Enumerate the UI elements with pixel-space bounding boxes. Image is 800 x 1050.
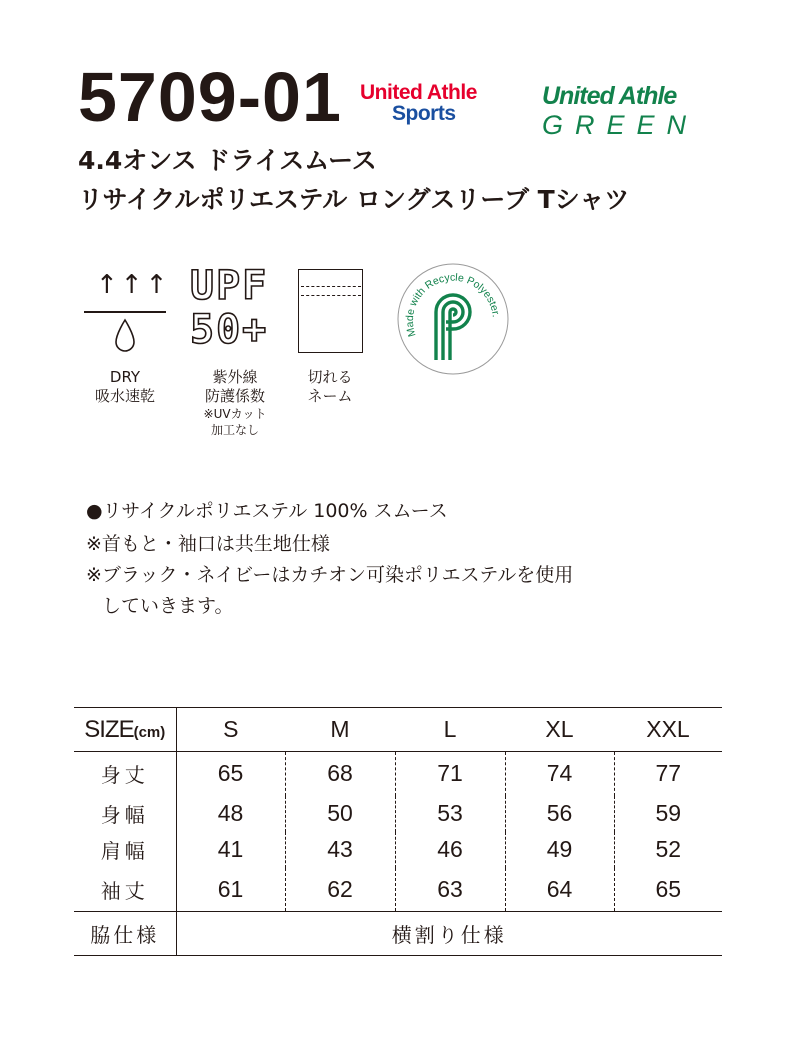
- table-cell: 56: [505, 796, 614, 832]
- table-cell: 43: [285, 832, 395, 868]
- name-tag-label-line2: ネーム: [307, 387, 353, 405]
- table-cell: 65: [176, 752, 285, 796]
- upf-icon-line1: UPF: [190, 263, 269, 309]
- table-cell: 41: [176, 832, 285, 868]
- dry-label-line2: 吸水速乾: [94, 387, 155, 405]
- product-title-line2: リサイクルポリエステル ロングスリーブ Tシャツ: [78, 185, 630, 214]
- size-xl: XL: [545, 716, 574, 742]
- row-label: 身丈: [74, 752, 176, 796]
- table-row: [74, 868, 722, 912]
- tear-line: [301, 286, 361, 287]
- product-title-line1: 4.4オンス ドライスムース: [78, 146, 377, 175]
- water-drop-icon: [113, 318, 137, 354]
- table-row: [74, 832, 722, 868]
- upf-label-line2: 防護係数: [204, 387, 265, 405]
- name-tag-label-line1: 切れる: [307, 368, 353, 386]
- name-tag-label: [295, 368, 365, 406]
- size-l: L: [443, 716, 457, 742]
- united-athle-green-logo: [542, 84, 698, 139]
- brand1-line1: United Athle: [360, 81, 477, 104]
- table-cell: 64: [505, 868, 614, 912]
- table-cell: 46: [395, 832, 505, 868]
- side-spec-label: 脇仕様: [74, 912, 176, 956]
- recycle-polyester-icon: [396, 262, 510, 376]
- row-label: 袖丈: [74, 868, 176, 912]
- table-row: [74, 752, 722, 796]
- upf-note-line1: ※UVカット: [203, 407, 267, 421]
- note-cation-dyeable: ※ブラック・ネイビーはカチオン可染ポリエステルを使用: [86, 564, 574, 586]
- table-cell: 49: [505, 832, 614, 868]
- brand1-line2: Sports: [392, 102, 456, 125]
- table-row: [74, 796, 722, 832]
- size-label: SIZE(cm): [74, 708, 176, 752]
- arrows-up-icon: ↑↑↑: [96, 270, 171, 300]
- dry-label: [83, 368, 167, 406]
- size-xxl: XXL: [646, 716, 690, 742]
- name-tag-icon: [298, 269, 363, 353]
- upf-icon: [190, 264, 268, 352]
- note-cation-dyeable-cont: していきます。: [102, 595, 234, 617]
- tear-line: [301, 295, 361, 296]
- divider-line: [84, 311, 166, 313]
- table-cell: 61: [176, 868, 285, 912]
- table-cell: 65: [655, 875, 682, 902]
- table-cell: 74: [505, 752, 614, 796]
- size-m: M: [330, 716, 350, 742]
- brand2-line1: United Athle: [542, 82, 677, 110]
- table-cell: 63: [395, 868, 505, 912]
- side-spec-value: 横割り仕様: [391, 923, 507, 947]
- table-cell: 48: [176, 796, 285, 832]
- note-collar-cuff: ※首もと・袖口は共生地仕様: [86, 533, 330, 555]
- material-text: ●リサイクルポリエステル 100% スムース: [86, 500, 448, 522]
- row-label: 肩幅: [74, 832, 176, 868]
- table-cell: 68: [285, 752, 395, 796]
- table-cell: 62: [285, 868, 395, 912]
- table-cell: 53: [395, 796, 505, 832]
- table-cell: 59: [655, 800, 682, 826]
- table-cell: 71: [395, 752, 505, 796]
- united-athle-sports-logo: [360, 82, 477, 124]
- size-s: S: [223, 716, 239, 742]
- table-cell: 77: [655, 760, 682, 787]
- badge-text: Made with Recycle Polyester.: [403, 271, 502, 338]
- side-spec-row: [74, 912, 722, 956]
- table-cell: 50: [285, 796, 395, 832]
- dry-label-line1: DRY: [109, 368, 141, 386]
- size-table: [74, 707, 722, 956]
- size-header-row: [74, 708, 722, 752]
- product-code: 5709-01: [78, 58, 342, 136]
- upf-icon-line2: 50+: [190, 307, 269, 353]
- brand2-line2: GREEN: [542, 110, 699, 140]
- upf-note-line2: 加工なし: [210, 423, 259, 437]
- table-cell: 52: [655, 836, 682, 862]
- upf-label-line1: 紫外線: [212, 368, 258, 386]
- row-label: 身幅: [74, 796, 176, 832]
- upf-label: [185, 368, 285, 438]
